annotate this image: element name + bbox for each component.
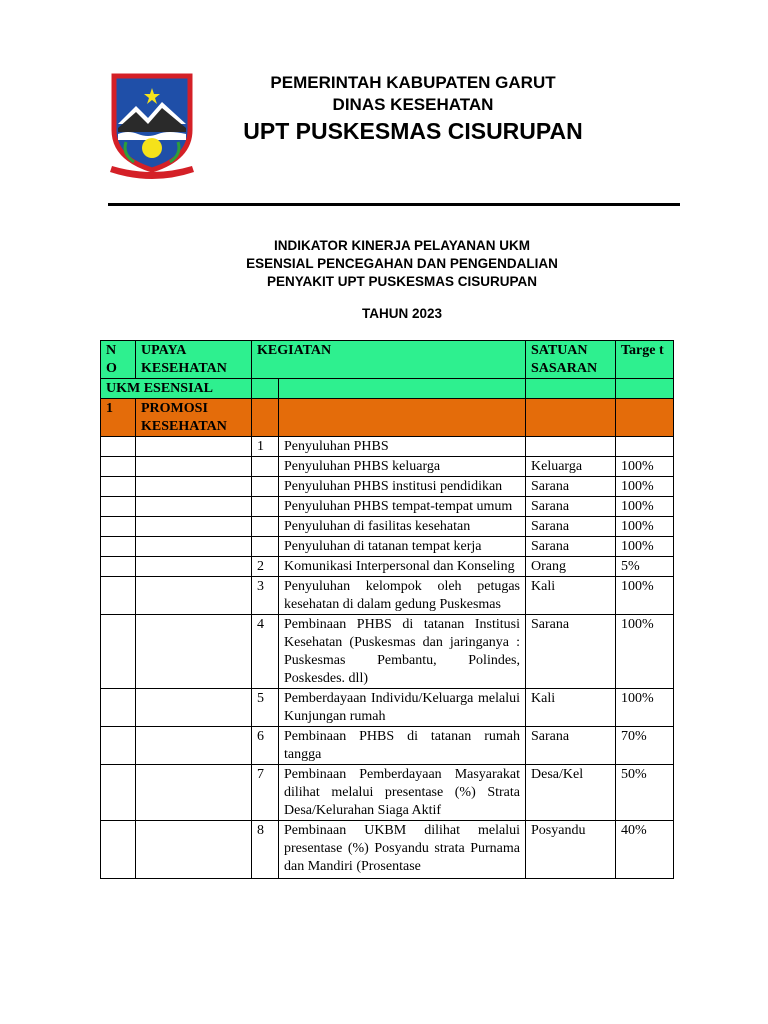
table-row	[101, 537, 674, 557]
department-line: DINAS KESEHATAN	[332, 95, 494, 114]
upaya-cell	[136, 477, 252, 497]
upaya-cell	[136, 537, 252, 557]
activity-description: Pembinaan PHBS di tatanan rumah tangga	[279, 727, 526, 765]
upaya-cell	[136, 615, 252, 689]
target-unit: Posyandu	[526, 821, 616, 879]
upaya-cell	[136, 727, 252, 765]
target-unit: Kali	[526, 577, 616, 615]
upaya-cell	[136, 437, 252, 457]
activity-number	[252, 457, 279, 477]
header-target: Targe t	[616, 341, 674, 379]
organization-name	[218, 72, 608, 146]
target-unit: Sarana	[526, 727, 616, 765]
upaya-cell	[136, 557, 252, 577]
table-header-row	[101, 341, 674, 379]
group-cell	[616, 379, 674, 399]
target-value: 100%	[616, 577, 674, 615]
target-value: 100%	[616, 497, 674, 517]
target-value: 100%	[616, 615, 674, 689]
activity-description: Komunikasi Interpersonal dan Konseling	[279, 557, 526, 577]
no-cell	[101, 821, 136, 879]
activity-number: 3	[252, 577, 279, 615]
section-label: PROMOSI KESEHATAN	[136, 399, 252, 437]
table-row	[101, 765, 674, 821]
target-unit: Sarana	[526, 497, 616, 517]
target-value: 5%	[616, 557, 674, 577]
garut-regency-emblem	[104, 72, 200, 184]
section-number: 1	[101, 399, 136, 437]
no-cell	[101, 689, 136, 727]
section-cell	[279, 399, 526, 437]
activity-number: 2	[252, 557, 279, 577]
target-unit: Orang	[526, 557, 616, 577]
activity-number: 8	[252, 821, 279, 879]
no-cell	[101, 477, 136, 497]
group-cell	[526, 379, 616, 399]
target-unit: Sarana	[526, 517, 616, 537]
activity-description: Penyuluhan di fasilitas kesehatan	[279, 517, 526, 537]
no-cell	[101, 537, 136, 557]
table-row	[101, 577, 674, 615]
activity-number	[252, 517, 279, 537]
target-unit: Sarana	[526, 537, 616, 557]
title-line-2: ESENSIAL PENCEGAHAN DAN PENGENDALIAN	[246, 256, 558, 271]
activity-description	[279, 821, 526, 879]
target-unit	[526, 437, 616, 457]
activity-description-text: Pembinaan UKBM dilihat melalui presentase (%) Posyandu strata Purnama dan Mandiri (Prosentase	[284, 823, 520, 874]
letterhead	[0, 0, 768, 215]
target-value: 50%	[616, 765, 674, 821]
target-value: 100%	[616, 689, 674, 727]
activity-number: 4	[252, 615, 279, 689]
target-value: 100%	[616, 537, 674, 557]
target-value	[616, 437, 674, 457]
activity-description: Penyuluhan PHBS institusi pendidikan	[279, 477, 526, 497]
puskesmas-line: UPT PUSKESMAS CISURUPAN	[243, 118, 583, 144]
table-row	[101, 517, 674, 537]
letterhead-rule	[108, 203, 680, 206]
activity-description: Penyuluhan di tatanan tempat kerja	[279, 537, 526, 557]
group-label: UKM ESENSIAL	[101, 379, 252, 399]
target-unit: Keluarga	[526, 457, 616, 477]
target-value: 70%	[616, 727, 674, 765]
upaya-cell	[136, 821, 252, 879]
target-unit: Desa/Kel	[526, 765, 616, 821]
no-cell	[101, 727, 136, 765]
no-cell	[101, 557, 136, 577]
no-cell	[101, 497, 136, 517]
activity-number: 5	[252, 689, 279, 727]
activity-description: Penyuluhan kelompok oleh petugas kesehatan di dalam gedung Puskesmas	[279, 577, 526, 615]
activity-number	[252, 497, 279, 517]
target-value: 100%	[616, 477, 674, 497]
activity-number	[252, 537, 279, 557]
title-line-1: INDIKATOR KINERJA PELAYANAN UKM	[273, 238, 531, 253]
table-row	[101, 497, 674, 517]
target-unit: Sarana	[526, 615, 616, 689]
section-cell	[252, 399, 279, 437]
activity-number	[252, 477, 279, 497]
activity-number: 6	[252, 727, 279, 765]
emblem-sun	[142, 138, 162, 158]
table-row	[101, 615, 674, 689]
document-title	[100, 237, 704, 291]
no-cell	[101, 577, 136, 615]
activity-description: Penyuluhan PHBS tempat-tempat umum	[279, 497, 526, 517]
table-row	[101, 557, 674, 577]
header-no: N O	[101, 341, 136, 379]
upaya-cell	[136, 457, 252, 477]
indicator-table	[100, 340, 674, 879]
document-year: TAHUN 2023	[361, 306, 443, 321]
table-row	[101, 689, 674, 727]
header-kegiatan: KEGIATAN	[252, 341, 526, 379]
no-cell	[101, 437, 136, 457]
section-cell	[526, 399, 616, 437]
header-satuan-sasaran: SATUAN SASARAN	[526, 341, 616, 379]
activity-description: Pemberdayaan Individu/Keluarga melalui Kunjungan rumah	[279, 689, 526, 727]
upaya-cell	[136, 497, 252, 517]
no-cell	[101, 457, 136, 477]
table-row	[101, 457, 674, 477]
group-row	[101, 379, 674, 399]
group-cell	[279, 379, 526, 399]
activity-description: Pembinaan PHBS di tatanan Institusi Kesehatan (Puskesmas dan jaringanya : Puskesmas Pembantu, Polindes, Poskesdes. dll)	[279, 615, 526, 689]
target-unit: Sarana	[526, 477, 616, 497]
table-row	[101, 437, 674, 457]
upaya-cell	[136, 577, 252, 615]
no-cell	[101, 517, 136, 537]
government-line: PEMERINTAH KABUPATEN GARUT	[270, 73, 556, 92]
target-unit: Kali	[526, 689, 616, 727]
upaya-cell	[136, 689, 252, 727]
activity-number: 7	[252, 765, 279, 821]
table-row	[101, 821, 674, 879]
title-line-3: PENYAKIT UPT PUSKESMAS CISURUPAN	[266, 274, 538, 289]
activity-description: Penyuluhan PHBS	[279, 437, 526, 457]
activity-number: 1	[252, 437, 279, 457]
no-cell	[101, 765, 136, 821]
table-row	[101, 477, 674, 497]
header-upaya-kesehatan: UPAYA KESEHATAN	[136, 341, 252, 379]
upaya-cell	[136, 517, 252, 537]
no-cell	[101, 615, 136, 689]
activity-description: Pembinaan Pemberdayaan Masyarakat dilihat melalui presentase (%) Strata Desa/Kelurahan Siaga Aktif	[279, 765, 526, 821]
upaya-cell	[136, 765, 252, 821]
section-cell	[616, 399, 674, 437]
activity-description: Penyuluhan PHBS keluarga	[279, 457, 526, 477]
section-row	[101, 399, 674, 437]
table-row	[101, 727, 674, 765]
group-cell	[252, 379, 279, 399]
target-value: 100%	[616, 457, 674, 477]
target-value: 40%	[616, 821, 674, 879]
target-value: 100%	[616, 517, 674, 537]
